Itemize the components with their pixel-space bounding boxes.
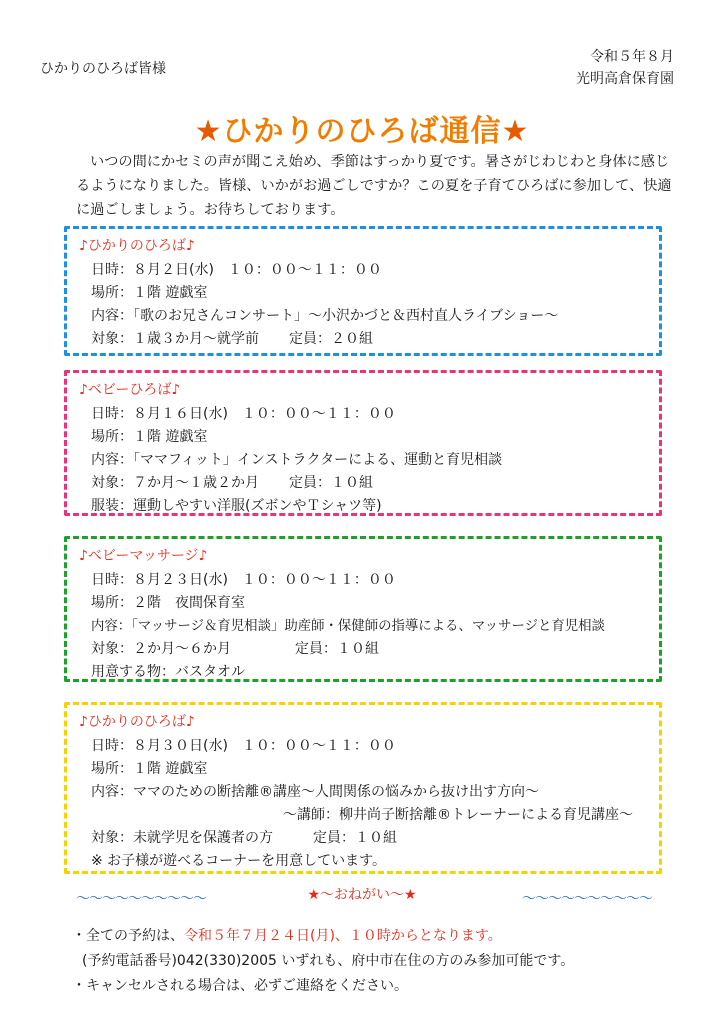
- issuer-block: [576, 46, 674, 90]
- organization-name: 光明高倉保育園: [576, 71, 674, 87]
- event-datetime: 日時：８月２３日(水) １０：００～１１：００: [91, 572, 396, 588]
- event-capacity: 定員：１０組: [295, 641, 379, 657]
- request-notes: [72, 924, 574, 999]
- event-box-hikari-1: [64, 226, 662, 356]
- wave-divider-right: ～～～～～～～～～～: [522, 891, 652, 907]
- star-icon: ★: [501, 114, 530, 149]
- addressee: ひかりのひろば皆様: [40, 61, 166, 77]
- event-lecturer: ～講師：柳井尚子断捨離®トレーナーによる育児講座～: [283, 807, 633, 823]
- title-text: ひかりのひろば通信: [222, 114, 502, 149]
- event-target-row: [79, 827, 647, 850]
- event-target: 対象：未就学児を保護者の方: [91, 830, 273, 846]
- issue-date: 令和５年８月: [590, 49, 674, 65]
- event-capacity: 定員：１０組: [313, 830, 397, 846]
- event-content: 内容：「歌のお兄さんコンサート」～小沢かづと＆西村直人ライブショー～: [91, 308, 559, 324]
- event-datetime: 日時：８月２日(水) １０：００～１１：００: [91, 262, 382, 278]
- phone-note: (予約電話番号)042(330)2005 いずれも、府中市在住の方のみ参加可能です。: [82, 953, 575, 969]
- event-datetime: 日時：８月３０日(水) １０：００～１１：００: [91, 738, 396, 754]
- event-title: ♪ベビーマッサージ♪: [79, 548, 208, 564]
- event-items-to-bring: 用意する物：バスタオル: [91, 664, 245, 680]
- event-box-baby-massage: [64, 536, 662, 682]
- event-place: 場所：１階 遊戯室: [91, 285, 208, 301]
- request-heading: ★～おねがい～★: [307, 887, 417, 903]
- event-content: 内容：「ママフィット」インストラクターによる、運動と育児相談: [91, 452, 503, 468]
- event-box-hikari-2: [64, 702, 662, 874]
- reservation-note: [72, 924, 574, 949]
- event-target-row: [79, 472, 647, 495]
- event-title: ♪ひかりのひろば♪: [79, 714, 195, 730]
- event-target-row: [79, 638, 647, 661]
- event-capacity: 定員：１０組: [289, 475, 373, 491]
- star-icon: ★: [194, 114, 223, 149]
- event-target: 対象：２か月～６か月: [91, 641, 231, 657]
- event-content: 内容：ママのための断捨離®講座～人間関係の悩みから抜け出す方向～: [91, 784, 539, 800]
- event-target: 対象：７か月～１歳２か月: [91, 475, 259, 491]
- wave-divider-left: ～～～～～～～～～～: [76, 891, 206, 907]
- event-box-baby-hiroba: [64, 370, 662, 516]
- event-note: ※ お子様が遊べるコーナーを用意しています。: [91, 853, 387, 869]
- event-place: 場所：１階 遊戯室: [91, 429, 208, 445]
- event-target: 対象：１歳３か月～就学前: [91, 331, 259, 347]
- newsletter-title: [0, 106, 724, 150]
- event-title: ♪ベビーひろば♪: [79, 382, 181, 398]
- cancel-note: ・キャンセルされる場合は、必ずご連絡をください。: [72, 978, 408, 994]
- event-place: 場所：２階 夜間保育室: [91, 595, 245, 611]
- reservation-date: 令和５年７月２４日(月)、１０時からとなります。: [184, 928, 502, 944]
- event-datetime: 日時：８月１６日(水) １０：００～１１：００: [91, 406, 396, 422]
- event-capacity: 定員：２０組: [289, 331, 373, 347]
- event-title: ♪ひかりのひろば♪: [79, 238, 195, 254]
- event-content: 内容：「マッサージ＆育児相談」助産師・保健師の指導による、マッサージと育児相談: [91, 619, 605, 634]
- event-target-row: [79, 328, 647, 351]
- reservation-note-prefix: ・全ての予約は、: [72, 928, 184, 944]
- event-clothing: 服装：運動しやすい洋服(ズボンやＴシャツ等): [91, 498, 382, 514]
- intro-paragraph: いつの間にかセミの声が聞こえ始め、季節はすっかり夏です。暑さがじわじわと身体に感じるようになりました。皆様、いかがお過ごしですか？この夏を子育てひろばに参加して、快適に過ごしましょう。お待ちしております。: [76, 154, 672, 218]
- event-place: 場所：１階 遊戯室: [91, 761, 208, 777]
